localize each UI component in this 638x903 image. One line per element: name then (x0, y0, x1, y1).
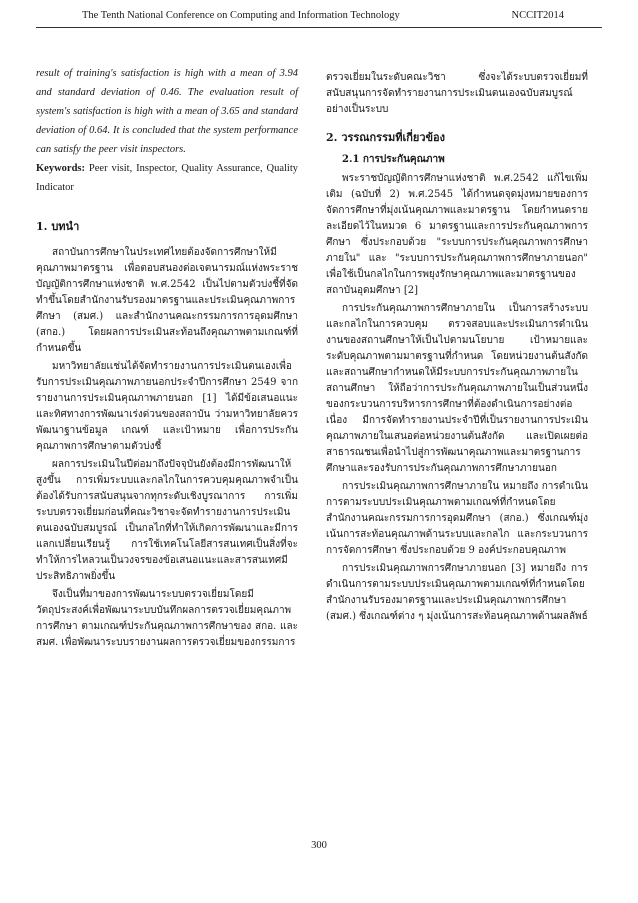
lit-paragraph-2: การประกันคุณภาพการศึกษาภายใน เป็นการสร้างระบบและกลไกในการควบคุม ตรวจสอบและประเมินการดำเนินงานของสถานศึกษาให้เป็นไปตามนโยบาย เป้าหมายและระดับคุณภาพตามมาตรฐานที่กำหนด โดยหน่วยงานต้นสังกัดและสถานศึกษากำหนดให้มีระบบการประกันคุณภาพภายในสถานศึกษา ให้ถือว่าการประกันคุณภาพภายในเป็นส่วนหนึ่งของกระบวนการบริหารการศึกษาที่ต้องดำเนินการอย่างต่อเนื่อง มีการจัดทำรายงานประจำปีที่เป็นรายงานการประเมินคุณภาพภายในเสนอต่อหน่วยงานต้นสังกัด และเปิดเผยต่อสาธารณชนเพื่อนำไปสู่การพัฒนาคุณภาพและมาตรฐานการศึกษาและรองรับการประกันคุณภาพการศึกษาภายนอก (326, 303, 588, 474)
abstract-tail: result of training's satisfaction is high with a mean of 3.94 and standard deviation of 0.46. The evaluation result of system's satisfaction is high with a mean of 3.65 and standard deviation of 0.64. It is concluded that the system performance can satisfy the peer visit inspectors. (36, 68, 298, 155)
conference-code: NCCIT2014 (511, 10, 564, 21)
left-column (36, 64, 298, 651)
keywords-label: Keywords: (36, 163, 85, 174)
page-number: 300 (311, 840, 327, 851)
running-header (0, 6, 638, 28)
section-2-heading: 2. วรรณกรรมที่เกี่ยวข้อง (326, 131, 446, 144)
section-1-heading: 1. บทนำ (36, 220, 80, 233)
intro-paragraph-4: จึงเป็นที่มาของการพัฒนาระบบตรวจเยี่ยมโดยมีวัตถุประสงค์เพื่อพัฒนาระบบบันทึกผลการตรวจเยี่ยมคุณภาพการศึกษา ตามเกณฑ์ประกันคุณภาพการศึกษาของ สกอ. และ สมศ. เพื่อพัฒนาระบบรายงานผลการตรวจเยี่ยมของกรรมการ (36, 589, 298, 648)
conference-title: The Tenth National Conference on Computing and Information Technology (82, 10, 400, 21)
intro-paragraph-4-continued: ตรวจเยี่ยมในระดับคณะวิชา ซึ่งจะได้ระบบตรวจเยี่ยมที่สนับสนุนการจัดทำรายงานการประเมินตนเองฉบับสมบูรณ์อย่างเป็นระบบ (326, 72, 588, 115)
intro-paragraph-2: มหาวิทยาลัยเเช่นได้จัดทำรายงานการประเมินตนเองเพื่อรับการประเมินคุณภาพภายนอกประจำปีการศึกษา 2549 จากรายงานการประเมินคุณภาพภายนอก [1] ได้มีข้อเสนอแนะและทิศทางการพัฒนาเร่งด่วนของสถาบัน ว่ามหาวิทยาลัยควรพัฒนาฐานข้อมูล เกณฑ์ และเป้าหมาย เพื่อการประกันคุณภาพการศึกษาตามตัวบ่งชี้ (36, 361, 298, 452)
keywords (36, 159, 298, 197)
right-column (326, 70, 588, 625)
lit-paragraph-3: การประเมินคุณภาพการศึกษาภายใน หมายถึง การดำเนินการตามระบบประเมินคุณภาพตามเกณฑ์ที่กำหนดโดยสำนักงานคณะกรรมการการอุดมศึกษา (สกอ.) ซึ่งเกณฑ์มุ่งเน้นการสะท้อนคุณภาพด้านระบบและกลไก และกระบวนการการจัดการศึกษา ซึ่งประกอบด้วย 9 องค์ประกอบคุณภาพ (326, 481, 588, 556)
intro-paragraph-1: สถาบันการศึกษาในประเทศไทยต้องจัดการศึกษาให้มีคุณภาพมาตรฐาน เพื่อตอบสนองต่อเจตนารมณ์แห่งพระราชบัญญัติการศึกษาแห่งชาติ พ.ศ.2542 เป็นไปตามตัวบ่งชี้ที่จัดทำขึ้นโดยสำนักงานรับรองมาตรฐานและประเมินคุณภาพการศึกษา (สมศ.) และสำนักงานคณะกรรมการการอุดมศึกษา (สกอ.) โดยผลการประเมินสะท้อนถึงคุณภาพตามเกณฑ์ที่กำหนดขึ้น (36, 247, 298, 354)
subsection-2-1-heading: 2.1 การประกันคุณภาพ (342, 154, 445, 165)
intro-paragraph-3: ผลการประเมินในปีต่อมาถึงปัจจุบันยังต้องมีการพัฒนาให้สูงขึ้น การเพิ่มระบบและกลไกในการควบคุมคุณภาพจำเป็นต้องได้รับการสนับสนุนจากทุกระดับเชิงบูรณาการ การเพิ่มระบบตรวจเยี่ยมก่อนที่คณะวิชาจะจัดทำรายงานการประเมินตนเองฉบับสมบูรณ์ เป็นกลไกที่ทำให้เกิดการพัฒนาและมีการแลกเปลี่ยนเรียนรู้ การใช้เทคโนโลยีสารสนเทศเป็นสิ่งที่จะทำให้การไหลวนเป็นวงจรของข้อเสนอแนะและสารสนเทศมีประสิทธิภาพยิ่งขึ้น (36, 459, 298, 582)
lit-paragraph-4: การประเมินคุณภาพการศึกษาภายนอก [3] หมายถึง การดำเนินการตามระบบประเมินคุณภาพตามเกณฑ์ที่กำหนดโดยสำนักงานรับรองมาตรฐานและประเมินคุณภาพการศึกษา (สมศ.) ซึ่งเกณฑ์ต่าง ๆ มุ่งเน้นการสะท้อนคุณภาพด้านผลลัพธ์ (326, 563, 588, 622)
lit-paragraph-1: พระราชบัญญัติการศึกษาแห่งชาติ พ.ศ.2542 แก้ไขเพิ่มเติม (ฉบับที่ 2) พ.ศ.2545 ได้กำหนดจุดมุ่งหมายของการจัดการศึกษาที่มุ่งเน้นคุณภาพและมาตรฐาน โดยกำหนดรายละเอียดไว้ในหมวด 6 มาตรฐานและการประกันคุณภาพการศึกษา ซึ่งประกอบด้วย "ระบบการประกันคุณภาพการศึกษาภายใน" และ "ระบบการประกันคุณภาพการศึกษาภายนอก" เพื่อใช้เป็นกลไกในการพยุงรักษาคุณภาพและมาตรฐานของสถาบันอุดมศึกษา [2] (326, 173, 588, 296)
keywords-text: Peer visit, Inspector, Quality Assurance, Quality Indicator (36, 163, 298, 193)
header-rule (36, 27, 602, 28)
